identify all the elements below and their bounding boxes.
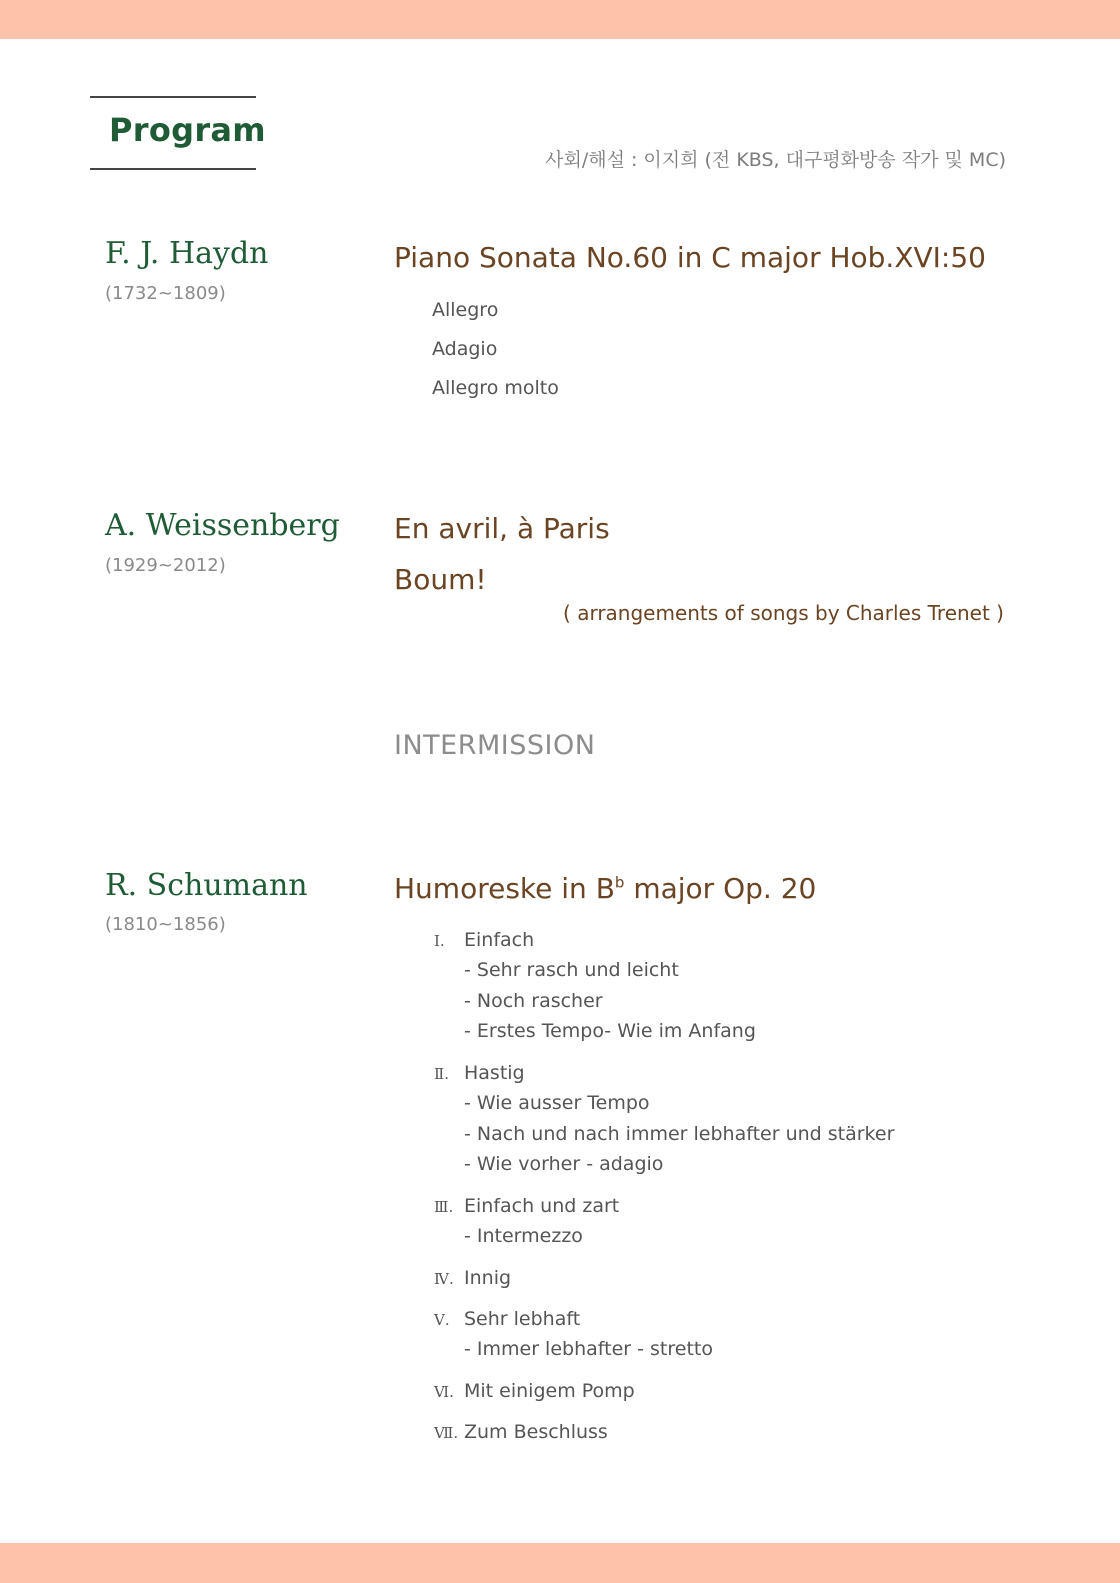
part-4 xyxy=(434,1267,511,1289)
work-weissenberg-1: En avril, à Paris xyxy=(394,512,610,545)
sub-item: - Wie vorher - adagio xyxy=(464,1153,664,1175)
flat-sign: b xyxy=(614,873,625,892)
part-title: Sehr lebhaft xyxy=(464,1308,581,1330)
work-title-start: Humoreske in B xyxy=(394,872,615,905)
part-title: Mit einigem Pomp xyxy=(464,1380,635,1402)
part-title: Innig xyxy=(464,1267,512,1289)
part-5 xyxy=(434,1308,580,1330)
composer-weissenberg: A. Weissenberg xyxy=(105,508,340,543)
part-6 xyxy=(434,1380,635,1402)
part-number: Ⅱ. xyxy=(434,1065,449,1083)
part-number: Ⅳ. xyxy=(434,1270,454,1288)
movement-item: Allegro xyxy=(432,299,499,321)
part-title: Zum Beschluss xyxy=(464,1421,608,1443)
movement-item: Adagio xyxy=(432,338,498,360)
part-number: Ⅶ. xyxy=(434,1424,459,1442)
intermission-label: INTERMISSION xyxy=(394,730,596,761)
sub-item: - Wie ausser Tempo xyxy=(464,1092,650,1114)
movement-item: Allegro molto xyxy=(432,377,559,399)
arrangement-note: ( arrangements of songs by Charles Trenet ) xyxy=(563,601,1004,625)
top-band xyxy=(0,0,1120,39)
years-haydn: (1732~1809) xyxy=(105,283,226,304)
years-weissenberg: (1929~2012) xyxy=(105,555,226,576)
sub-item: - Immer lebhafter - stretto xyxy=(464,1338,713,1360)
sub-item: - Noch rascher xyxy=(464,990,603,1012)
work-weissenberg-2: Boum! xyxy=(394,563,487,596)
part-number: Ⅵ. xyxy=(434,1383,454,1401)
composer-haydn: F. J. Haydn xyxy=(105,236,269,271)
work-title-end: major Op. 20 xyxy=(624,872,817,905)
sub-item: - Erstes Tempo- Wie im Anfang xyxy=(464,1020,756,1042)
host-credit: 사회/해설 : 이지희 (전 KBS, 대구평화방송 작가 및 MC) xyxy=(545,149,1006,171)
part-number: Ⅴ. xyxy=(434,1311,450,1329)
part-title: Einfach und zart xyxy=(464,1195,620,1217)
part-3 xyxy=(434,1195,619,1217)
part-number: Ⅲ. xyxy=(434,1198,454,1216)
part-number: Ⅰ. xyxy=(434,932,445,950)
program-title-box xyxy=(90,96,266,170)
part-title: Hastig xyxy=(464,1062,525,1084)
sub-item: - Intermezzo xyxy=(464,1225,583,1247)
program-title: Program xyxy=(109,111,266,149)
part-title: Einfach xyxy=(464,929,535,951)
part-1 xyxy=(434,929,534,951)
part-2 xyxy=(434,1062,525,1084)
sub-item: - Nach und nach immer lebhafter und stärker xyxy=(464,1123,895,1145)
years-schumann: (1810~1856) xyxy=(105,914,226,935)
bottom-band xyxy=(0,1543,1120,1583)
sub-item: - Sehr rasch und leicht xyxy=(464,959,679,981)
work-haydn: Piano Sonata No.60 in C major Hob.XVI:50 xyxy=(394,241,986,274)
composer-schumann: R. Schumann xyxy=(105,868,308,903)
work-schumann xyxy=(394,872,816,905)
part-7 xyxy=(434,1421,608,1443)
